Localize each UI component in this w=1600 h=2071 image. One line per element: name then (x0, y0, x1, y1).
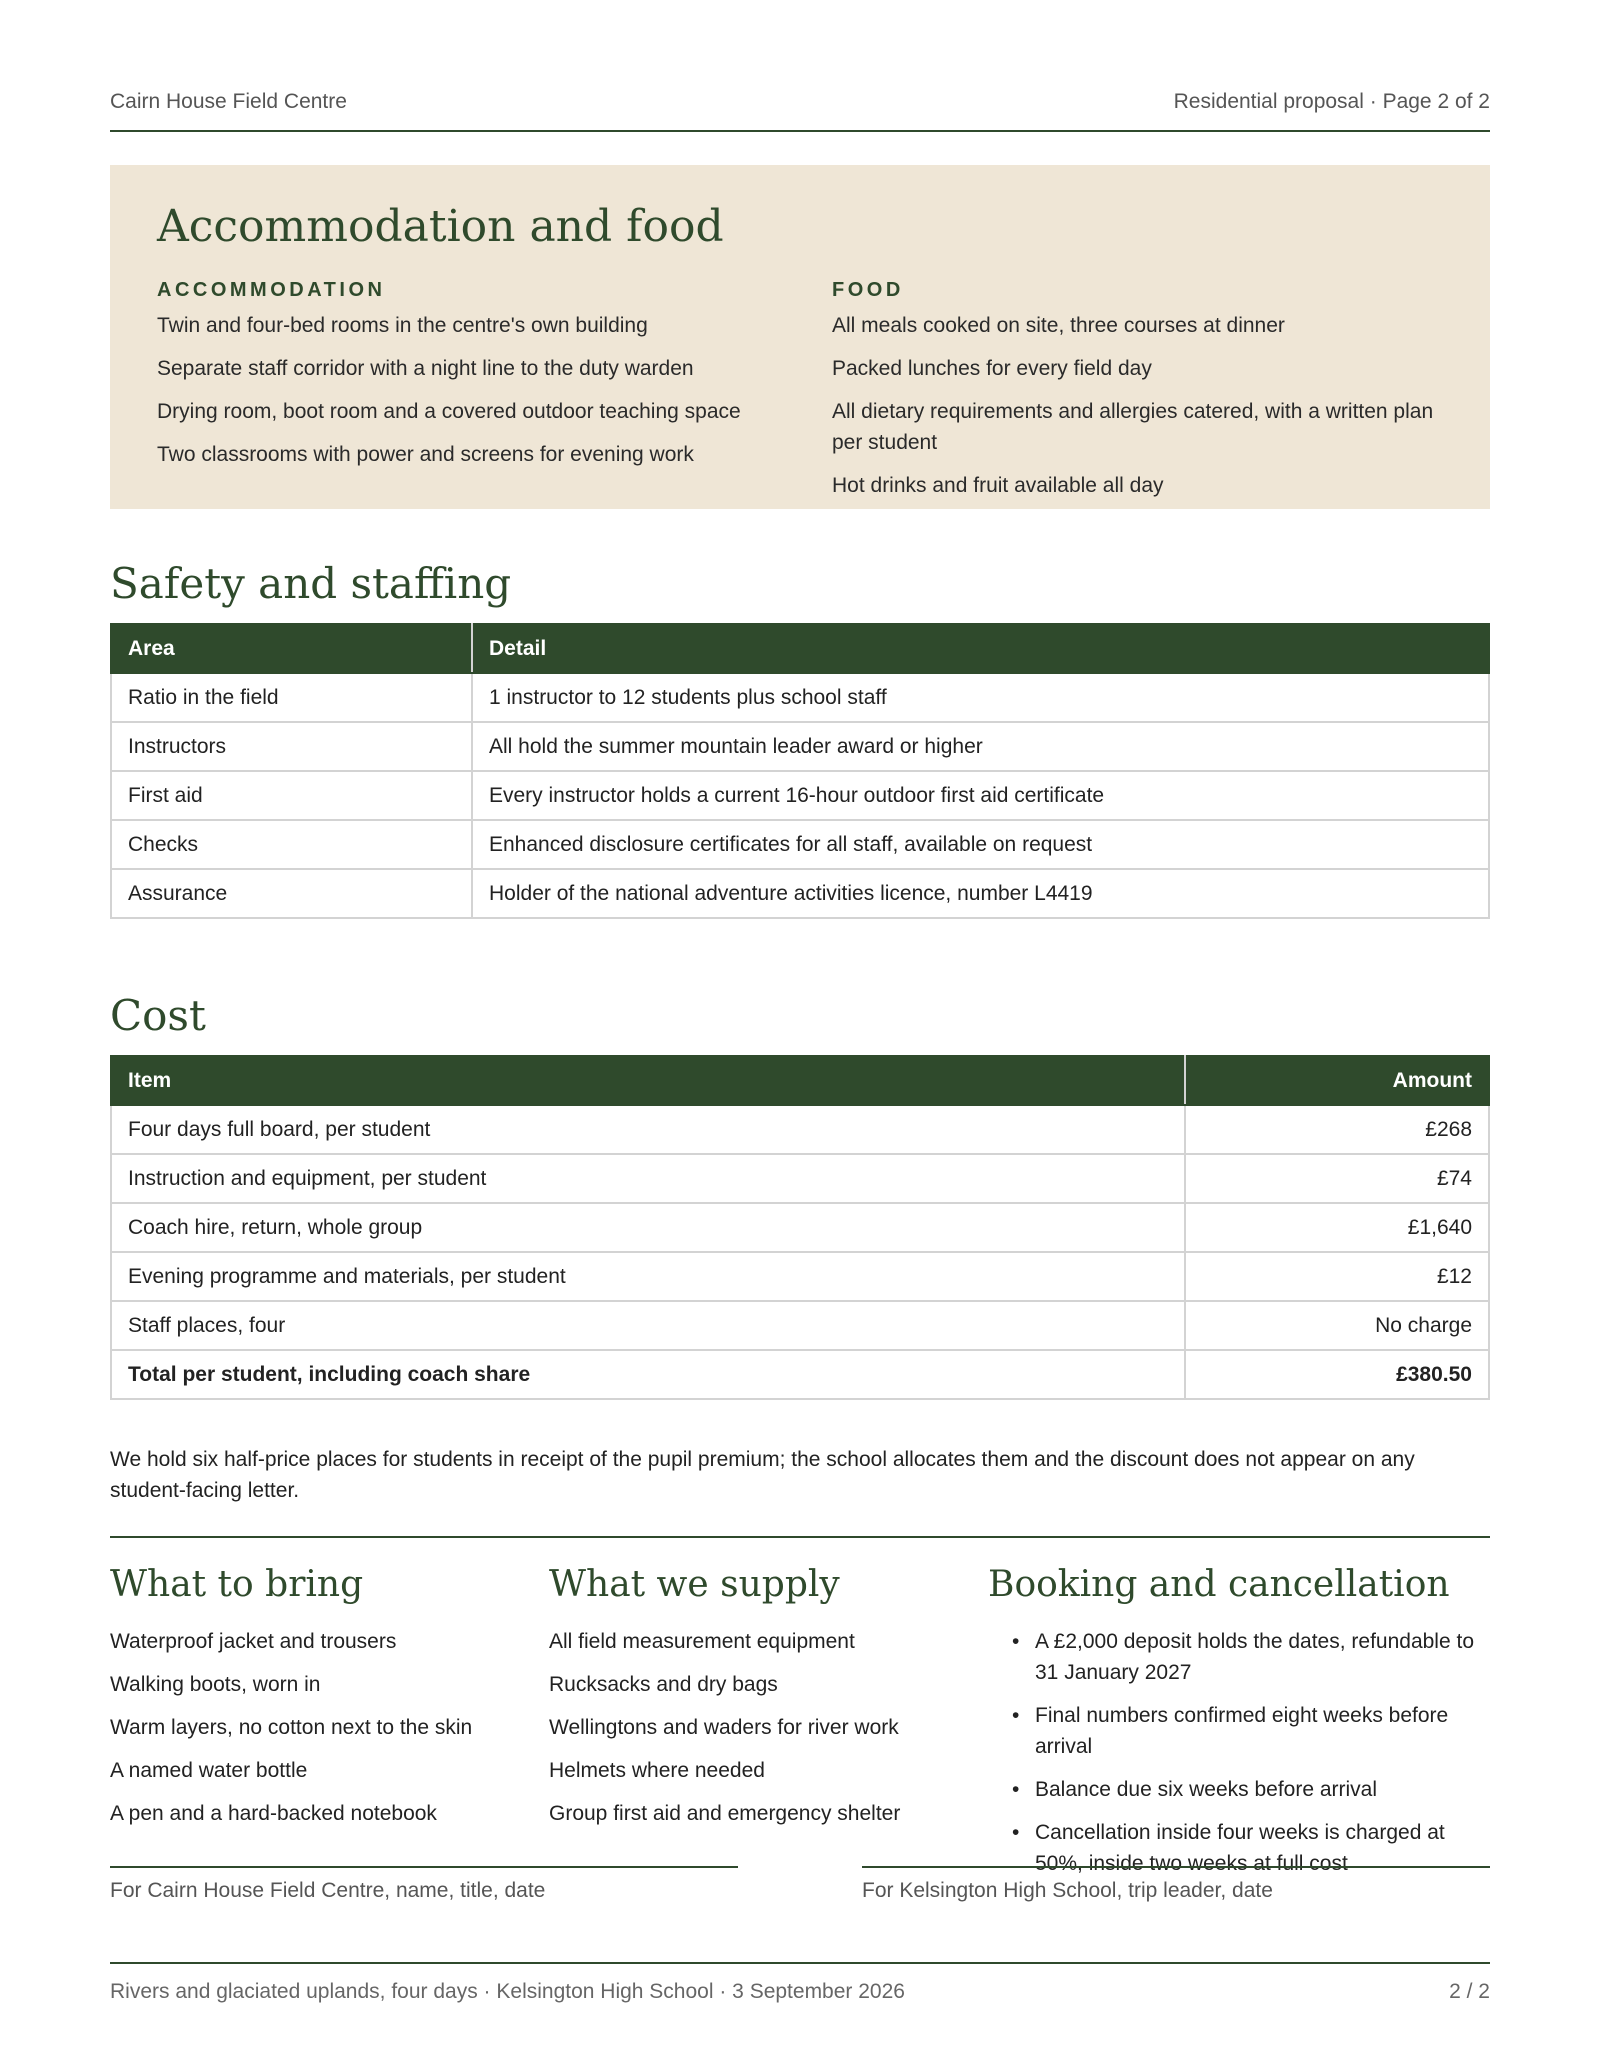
accommodation-food-panel (110, 165, 1490, 509)
table-cell: 1 instructor to 12 students plus school staff (472, 673, 1489, 722)
list-item: Warm layers, no cotton next to the skin (110, 1716, 473, 1739)
list-item: Walking boots, worn in (110, 1673, 321, 1696)
list-item: Group first aid and emergency shelter (549, 1802, 901, 1825)
column-header-amount: Amount (1185, 1056, 1489, 1105)
list-item: A named water bottle (110, 1759, 308, 1782)
table-cell: Four days full board, per student (111, 1105, 1185, 1154)
header-page-label: Residential proposal · Page 2 of 2 (1173, 90, 1490, 113)
safety-title: Safety and staffing (110, 559, 512, 608)
table-cell: Every instructor holds a current 16-hour outdoor first aid certificate (472, 771, 1489, 820)
food-item: Hot drinks and fruit available all day (832, 474, 1164, 497)
header-centre-name: Cairn House Field Centre (110, 90, 347, 113)
table-cell: Enhanced disclosure certificates for all staff, available on request (472, 820, 1489, 869)
accommodation-item: Two classrooms with power and screens for evening work (157, 443, 694, 466)
table-cell: Instruction and equipment, per student (111, 1154, 1185, 1203)
table-row (111, 1252, 1489, 1301)
total-row (111, 1350, 1489, 1399)
bullet-item: • A £2,000 deposit holds the dates, refundable to 31 January 2027 (988, 1626, 1488, 1688)
food-column (832, 267, 1442, 513)
table-header-row (111, 1056, 1489, 1105)
booking-list (988, 1626, 1488, 1879)
accommodation-column (157, 267, 832, 513)
column-header-detail: Detail (472, 624, 1489, 673)
table-row (111, 1301, 1489, 1350)
what-we-supply-title: What we supply (549, 1564, 840, 1605)
list-item: Waterproof jacket and trousers (110, 1630, 397, 1653)
table-cell: First aid (111, 771, 472, 820)
list-item: All field measurement equipment (549, 1630, 855, 1653)
food-list (832, 310, 1442, 501)
amount-cell: No charge (1185, 1301, 1489, 1350)
accommodation-food-title: Accommodation and food (157, 201, 724, 252)
bullet-item: • Final numbers confirmed eight weeks before arrival (988, 1700, 1488, 1762)
footer-trip-summary: Rivers and glaciated uplands, four days · Kelsington High School · 3 September 2026 (110, 1980, 905, 2003)
total-amount: £380.50 (1185, 1350, 1489, 1399)
food-item: All meals cooked on site, three courses at dinner (832, 314, 1285, 337)
amount-cell: £268 (1185, 1105, 1489, 1154)
table-cell: Staff places, four (111, 1301, 1185, 1350)
table-row (111, 673, 1489, 722)
amount-cell: £12 (1185, 1252, 1489, 1301)
cost-title: Cost (110, 991, 206, 1040)
food-item: All dietary requirements and allergies catered, with a written plan per student (832, 400, 1434, 454)
table-row (111, 722, 1489, 771)
signature-line-centre: For Cairn House Field Centre, name, title, date (110, 1866, 738, 1903)
safety-table (110, 623, 1490, 919)
amount-cell: £74 (1185, 1154, 1489, 1203)
food-item: Packed lunches for every field day (832, 357, 1152, 380)
pupil-premium-note: We hold six half-price places for students in receipt of the pupil premium; the school allocates them and the discount does not appear on any student-facing letter. (110, 1448, 1415, 1502)
table-cell: All hold the summer mountain leader award or higher (472, 722, 1489, 771)
what-we-supply-column (549, 1560, 969, 1841)
list-item: Helmets where needed (549, 1759, 765, 1782)
what-we-supply-list (549, 1626, 969, 1829)
list-item: Wellingtons and waders for river work (549, 1716, 899, 1739)
accommodation-item: Separate staff corridor with a night line to the duty warden (157, 357, 694, 380)
booking-title: Booking and cancellation (988, 1564, 1450, 1605)
table-row (111, 1105, 1489, 1154)
section-divider (110, 1536, 1490, 1538)
table-cell: Evening programme and materials, per student (111, 1252, 1185, 1301)
booking-column (988, 1560, 1488, 1891)
table-row (111, 869, 1489, 918)
column-header-item: Item (111, 1056, 1185, 1105)
accommodation-list (157, 310, 832, 470)
list-item: Rucksacks and dry bags (549, 1673, 778, 1696)
running-header (110, 90, 1490, 132)
accommodation-item: Twin and four-bed rooms in the centre's own building (157, 314, 648, 337)
footer-page-number: 2 / 2 (1449, 1980, 1490, 2003)
what-to-bring-title: What to bring (110, 1564, 364, 1605)
table-cell: Assurance (111, 869, 472, 918)
what-to-bring-column (110, 1560, 530, 1841)
table-header-row (111, 624, 1489, 673)
table-row (111, 820, 1489, 869)
table-cell: Coach hire, return, whole group (111, 1203, 1185, 1252)
table-cell: Holder of the national adventure activities licence, number L4419 (472, 869, 1489, 918)
bullet-item: • Cancellation inside four weeks is charged at 50%, inside two weeks at full cost (988, 1817, 1488, 1879)
signature-line-school: For Kelsington High School, trip leader, date (862, 1866, 1490, 1903)
table-cell: Checks (111, 820, 472, 869)
accommodation-item: Drying room, boot room and a covered outdoor teaching space (157, 400, 741, 423)
total-label: Total per student, including coach share (111, 1350, 1185, 1399)
bullet-item: • Balance due six weeks before arrival (988, 1774, 1488, 1805)
table-cell: Ratio in the field (111, 673, 472, 722)
table-row (111, 771, 1489, 820)
accommodation-heading: ACCOMMODATION (157, 279, 386, 301)
column-header-area: Area (111, 624, 472, 673)
what-to-bring-list (110, 1626, 530, 1829)
cost-table (110, 1055, 1490, 1400)
table-cell: Instructors (111, 722, 472, 771)
table-row (111, 1203, 1489, 1252)
table-row (111, 1154, 1489, 1203)
amount-cell: £1,640 (1185, 1203, 1489, 1252)
list-item: A pen and a hard-backed notebook (110, 1802, 437, 1825)
running-footer (110, 1962, 1490, 2004)
food-heading: FOOD (832, 279, 904, 301)
